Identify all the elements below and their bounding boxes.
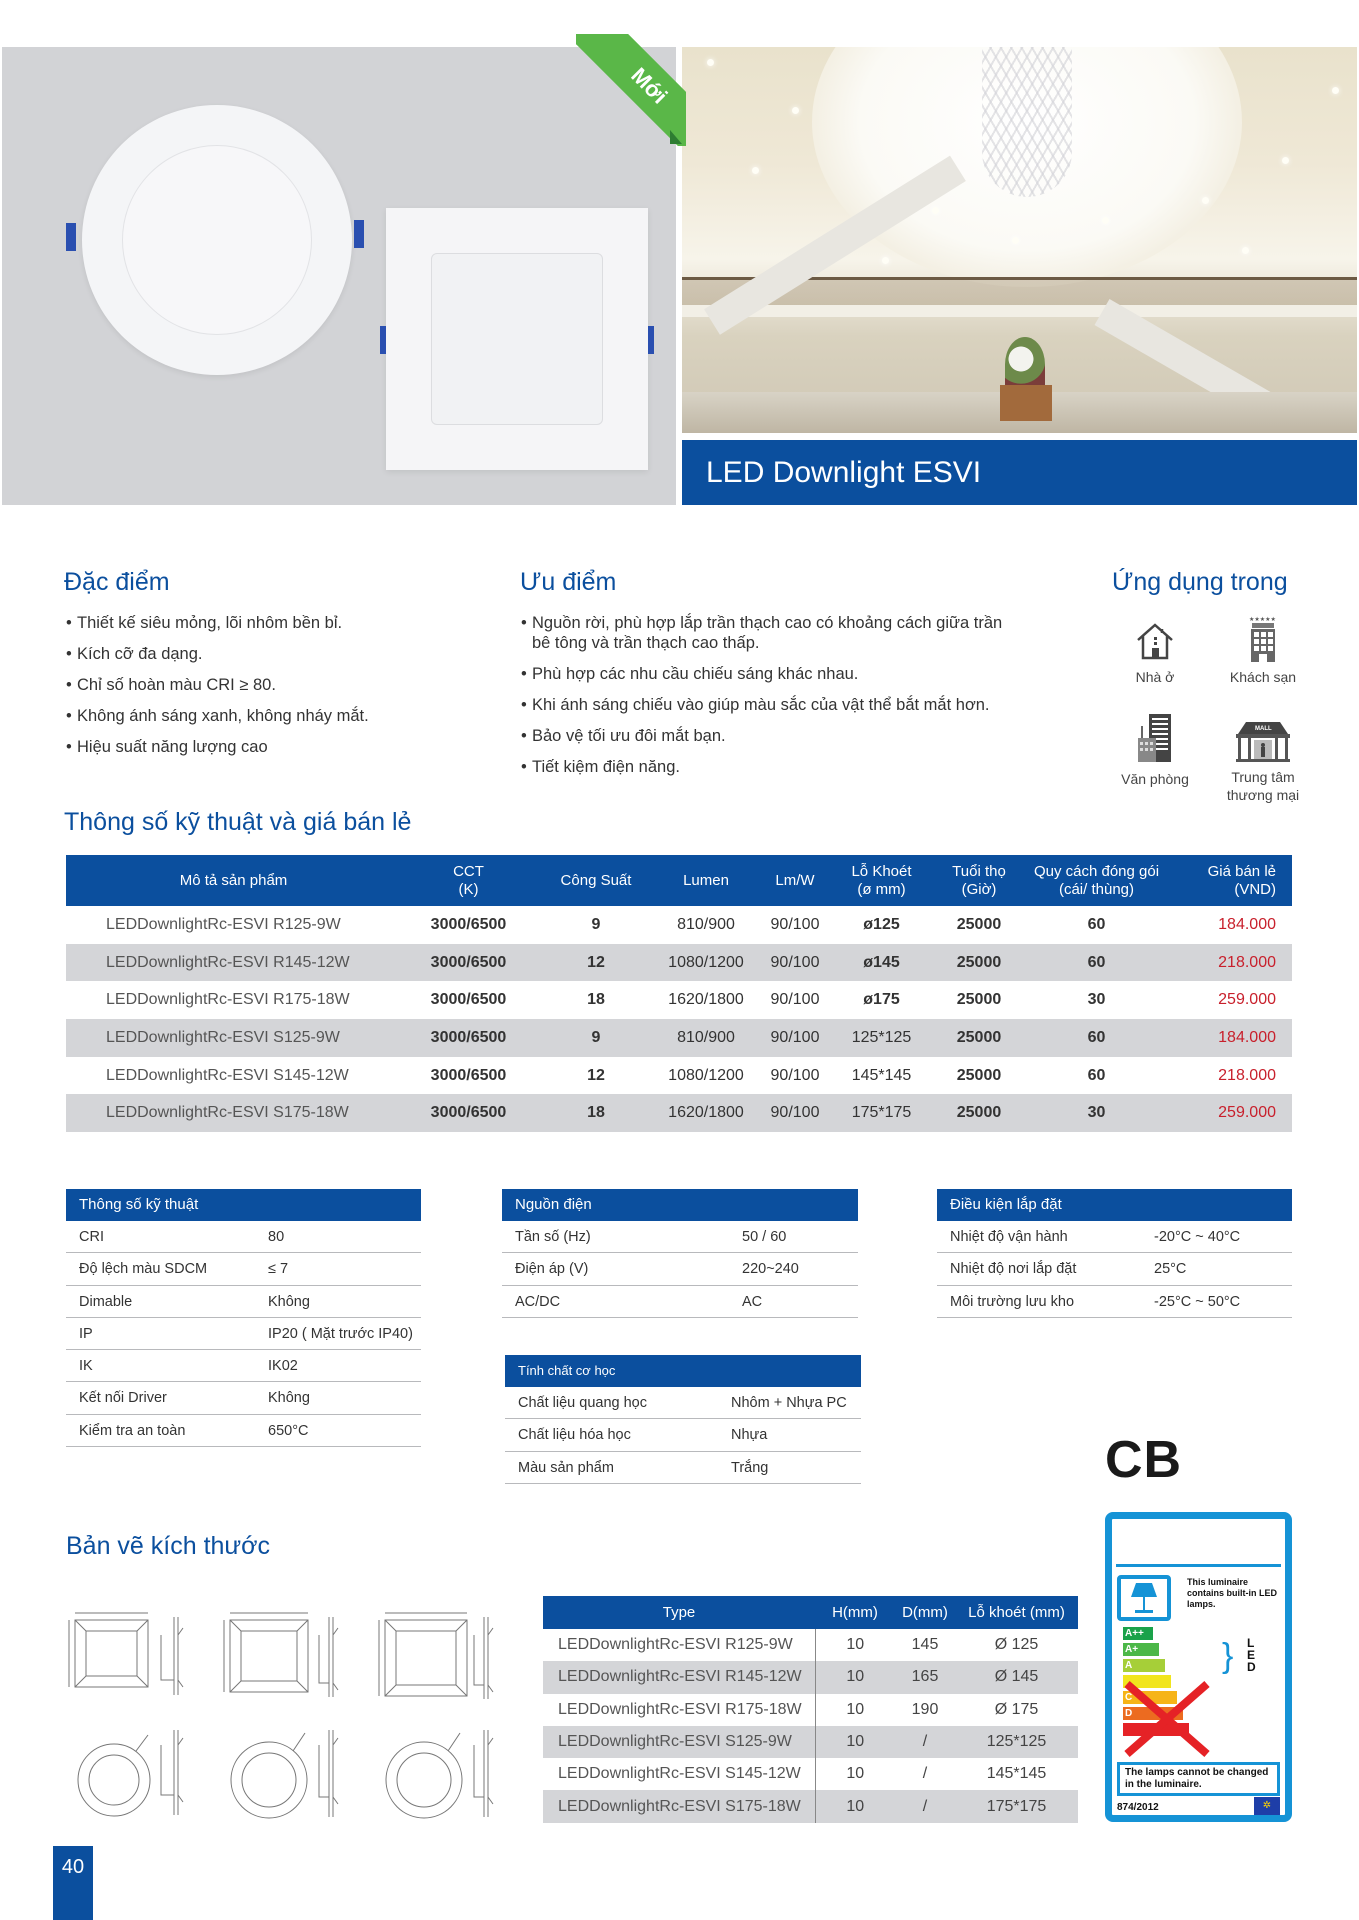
column-header: Công Suất <box>536 855 656 906</box>
advantage-item: • Nguồn rời, phù hợp lắp trần thạch cao có khoảng cách giữa trần bê tông và trần thạch cao thấp. <box>521 613 1011 653</box>
advantage-item: • Phù hợp các nhu cầu chiếu sáng khác nhau. <box>521 664 1011 684</box>
spec-row: Chất liệu quang học Nhôm + Nhựa PC <box>505 1387 861 1419</box>
energy-class-bar: D <box>1123 1707 1183 1720</box>
spec-mechanical-table <box>505 1355 861 1484</box>
energy-class-bar: C <box>1123 1691 1177 1704</box>
chandelier <box>982 47 1072 197</box>
price-table-heading: Thông số kỹ thuật và giá bán lẻ <box>64 808 412 836</box>
feature-item: • Hiệu suất năng lượng cao <box>66 737 446 757</box>
hotel-icon <box>1242 616 1284 662</box>
application-label: Trung tâm thương mại <box>1226 769 1300 803</box>
spec-row: Môi trường lưu kho -25°C ~ 50°C <box>937 1286 1292 1318</box>
spec-row: Dimable Không <box>66 1286 421 1318</box>
column-header: CCT (K) <box>401 855 536 906</box>
advantages-heading: Ưu điểm <box>520 568 617 596</box>
table-row: LEDDownlightRc-ESVI R145-12W 10 165 Ø 145 <box>543 1661 1078 1693</box>
feature-item: • Không ánh sáng xanh, không nháy mắt. <box>66 706 446 726</box>
spec-row: CRI 80 <box>66 1221 421 1253</box>
mall-icon <box>1232 720 1294 762</box>
spec-row: AC/DC AC <box>502 1286 858 1318</box>
spec-power-heading: Nguồn điện <box>502 1189 858 1221</box>
table-row: LEDDownlightRc-ESVI S125-9W 3000/6500 9 810/900 90/100 125*125 25000 60 184.000 <box>66 1019 1292 1057</box>
spec-row: Độ lệch màu SDCM ≤ 7 <box>66 1253 421 1285</box>
column-header: Tuổi thọ (Giờ) <box>929 855 1029 906</box>
column-header: D(mm) <box>895 1596 955 1629</box>
lamp-icon <box>1117 1575 1171 1621</box>
application-office <box>1100 712 1210 788</box>
table-row: LEDDownlightRc-ESVI R175-18W 10 190 Ø 175 <box>543 1694 1078 1726</box>
drawings-heading: Bản vẽ kích thước <box>66 1532 271 1560</box>
advantage-item: • Tiết kiệm điện năng. <box>521 757 1011 777</box>
office-building-icon <box>1134 712 1176 764</box>
column-header: Giá bán lẻ (VND) <box>1164 855 1292 906</box>
price-table <box>66 855 1292 1132</box>
column-header: Quy cách đóng gói (cái/ thùng) <box>1029 855 1164 906</box>
led-letters: L E D <box>1247 1636 1256 1674</box>
ribbon-fold <box>670 130 682 144</box>
dimension-table <box>543 1596 1078 1823</box>
feature-item: • Kích cỡ đa dạng. <box>66 644 446 664</box>
house-icon <box>1134 620 1176 662</box>
table-row: LEDDownlightRc-ESVI S125-9W 10 / 125*125 <box>543 1726 1078 1758</box>
energy-note: The lamps cannot be changed in the luminaire. <box>1117 1762 1280 1796</box>
advantage-item: • Khi ánh sáng chiếu vào giúp màu sắc của vật thể bắt mắt hơn. <box>521 695 1011 715</box>
spec-row: Chất liệu hóa học Nhựa <box>505 1419 861 1451</box>
table-row: LEDDownlightRc-ESVI S175-18W 3000/6500 18 1620/1800 90/100 175*175 25000 30 259.000 <box>66 1094 1292 1132</box>
energy-class-bar: A <box>1123 1659 1165 1672</box>
spec-row: Tần số (Hz) 50 / 60 <box>502 1221 858 1253</box>
features-list <box>66 613 446 768</box>
lamp-text: This luminaire contains built-in LED lamps. <box>1187 1577 1277 1609</box>
application-label: Văn phòng <box>1121 771 1189 787</box>
spec-row: IK IK02 <box>66 1350 421 1382</box>
column-header: Lỗ khoét (mm) <box>955 1596 1078 1629</box>
spec-row: Nhiệt độ vận hành -20°C ~ 40°C <box>937 1221 1292 1253</box>
price-table-header <box>66 855 1292 906</box>
spec-row: IP IP20 ( Mặt trước IP40) <box>66 1318 421 1350</box>
page-number: 40 <box>53 1846 93 1920</box>
table-row: LEDDownlightRc-ESVI R175-18W 3000/6500 18 1620/1800 90/100 ø175 25000 30 259.000 <box>106 991 1276 1009</box>
column-header: Lỗ Khoét (ø mm) <box>834 855 929 906</box>
spring-clip <box>354 220 364 248</box>
spec-install-table <box>937 1189 1292 1318</box>
product-title: LED Downlight ESVI <box>682 440 1357 505</box>
table-row: LEDDownlightRc-ESVI S175-18W 10 / 175*175 <box>543 1790 1078 1822</box>
energy-class-bar: A+ <box>1123 1643 1159 1656</box>
new-badge-label: Mới <box>576 34 686 146</box>
column-header: Type <box>543 1596 815 1629</box>
application-mall <box>1208 720 1318 804</box>
eu-flag-icon: ✲ <box>1254 1797 1280 1815</box>
table-row: LEDDownlightRc-ESVI R145-12W 3000/6500 12 1080/1200 90/100 ø145 25000 60 218.000 <box>66 944 1292 982</box>
application-label: Nhà ở <box>1135 669 1175 685</box>
energy-label-divider <box>1116 1564 1281 1567</box>
center-table <box>1000 385 1052 421</box>
application-house <box>1100 620 1210 686</box>
application-hotel <box>1208 616 1318 686</box>
spec-row: Nhiệt độ nơi lắp đặt 25°C <box>937 1253 1292 1285</box>
column-header: Mô tả sản phẩm <box>66 855 401 906</box>
spec-mechanical-heading: Tính chất cơ học <box>505 1355 861 1387</box>
application-label: Khách sạn <box>1229 669 1297 685</box>
regulation-number: 874/2012 <box>1117 1802 1159 1813</box>
square-downlight-image <box>386 208 648 470</box>
applications-grid <box>1100 617 1330 820</box>
column-header: Lm/W <box>756 855 834 906</box>
spec-row: Kết nối Driver Không <box>66 1382 421 1414</box>
round-downlight-image <box>82 105 352 375</box>
energy-class-bar: A++ <box>1123 1627 1153 1640</box>
energy-label <box>1105 1512 1292 1822</box>
square-drawing <box>69 1613 183 1695</box>
spec-row: Kiểm tra an toàn 650°C <box>66 1415 421 1447</box>
spec-technical-table <box>66 1189 421 1447</box>
column-header: Lumen <box>656 855 756 906</box>
cb-certification-logo: CB <box>1105 1431 1183 1489</box>
feature-item: • Chỉ số hoàn màu CRI ≥ 80. <box>66 675 446 695</box>
features-heading: Đặc điểm <box>64 568 170 596</box>
spec-install-heading: Điều kiện lắp đặt <box>937 1189 1292 1221</box>
advantages-list <box>521 613 1011 788</box>
cross-out-icon <box>1122 1679 1212 1759</box>
applications-heading: Ứng dụng trong <box>1112 568 1288 596</box>
flower-arrangement <box>1005 337 1045 392</box>
spring-clip <box>66 223 76 251</box>
spec-technical-heading: Thông số kỹ thuật <box>66 1189 421 1221</box>
table-row: LEDDownlightRc-ESVI R125-9W 10 145 Ø 125 <box>543 1629 1078 1661</box>
brace-icon: } <box>1222 1637 1234 1675</box>
table-row: LEDDownlightRc-ESVI S145-12W 10 / 145*145 <box>543 1758 1078 1790</box>
table-row: LEDDownlightRc-ESVI S145-12W 3000/6500 12 1080/1200 90/100 145*145 25000 60 218.000 <box>106 1066 1276 1084</box>
feature-item: • Thiết kế siêu mỏng, lõi nhôm bền bỉ. <box>66 613 446 633</box>
table-row: LEDDownlightRc-ESVI R125-9W 3000/6500 9 810/900 90/100 ø125 25000 60 184.000 <box>106 915 1276 933</box>
advantage-item: • Bảo vệ tối ưu đôi mắt bạn. <box>521 726 1011 746</box>
svg-text:★★★★★: ★★★★★ <box>1249 617 1276 623</box>
dimension-drawings <box>66 1595 506 1825</box>
spec-power-table <box>502 1189 858 1318</box>
spec-row: Màu sản phẩm Trắng <box>505 1452 861 1484</box>
svg-text:MALL: MALL <box>1255 726 1272 732</box>
dimension-table-header <box>543 1596 1078 1629</box>
square-downlight-lens <box>431 253 603 425</box>
column-header: H(mm) <box>815 1596 895 1629</box>
spring-clip <box>380 326 386 354</box>
spec-row: Điện áp (V) 220~240 <box>502 1253 858 1285</box>
round-downlight-lens <box>122 145 312 335</box>
lobby-photo <box>682 47 1357 433</box>
spring-clip <box>648 326 654 354</box>
